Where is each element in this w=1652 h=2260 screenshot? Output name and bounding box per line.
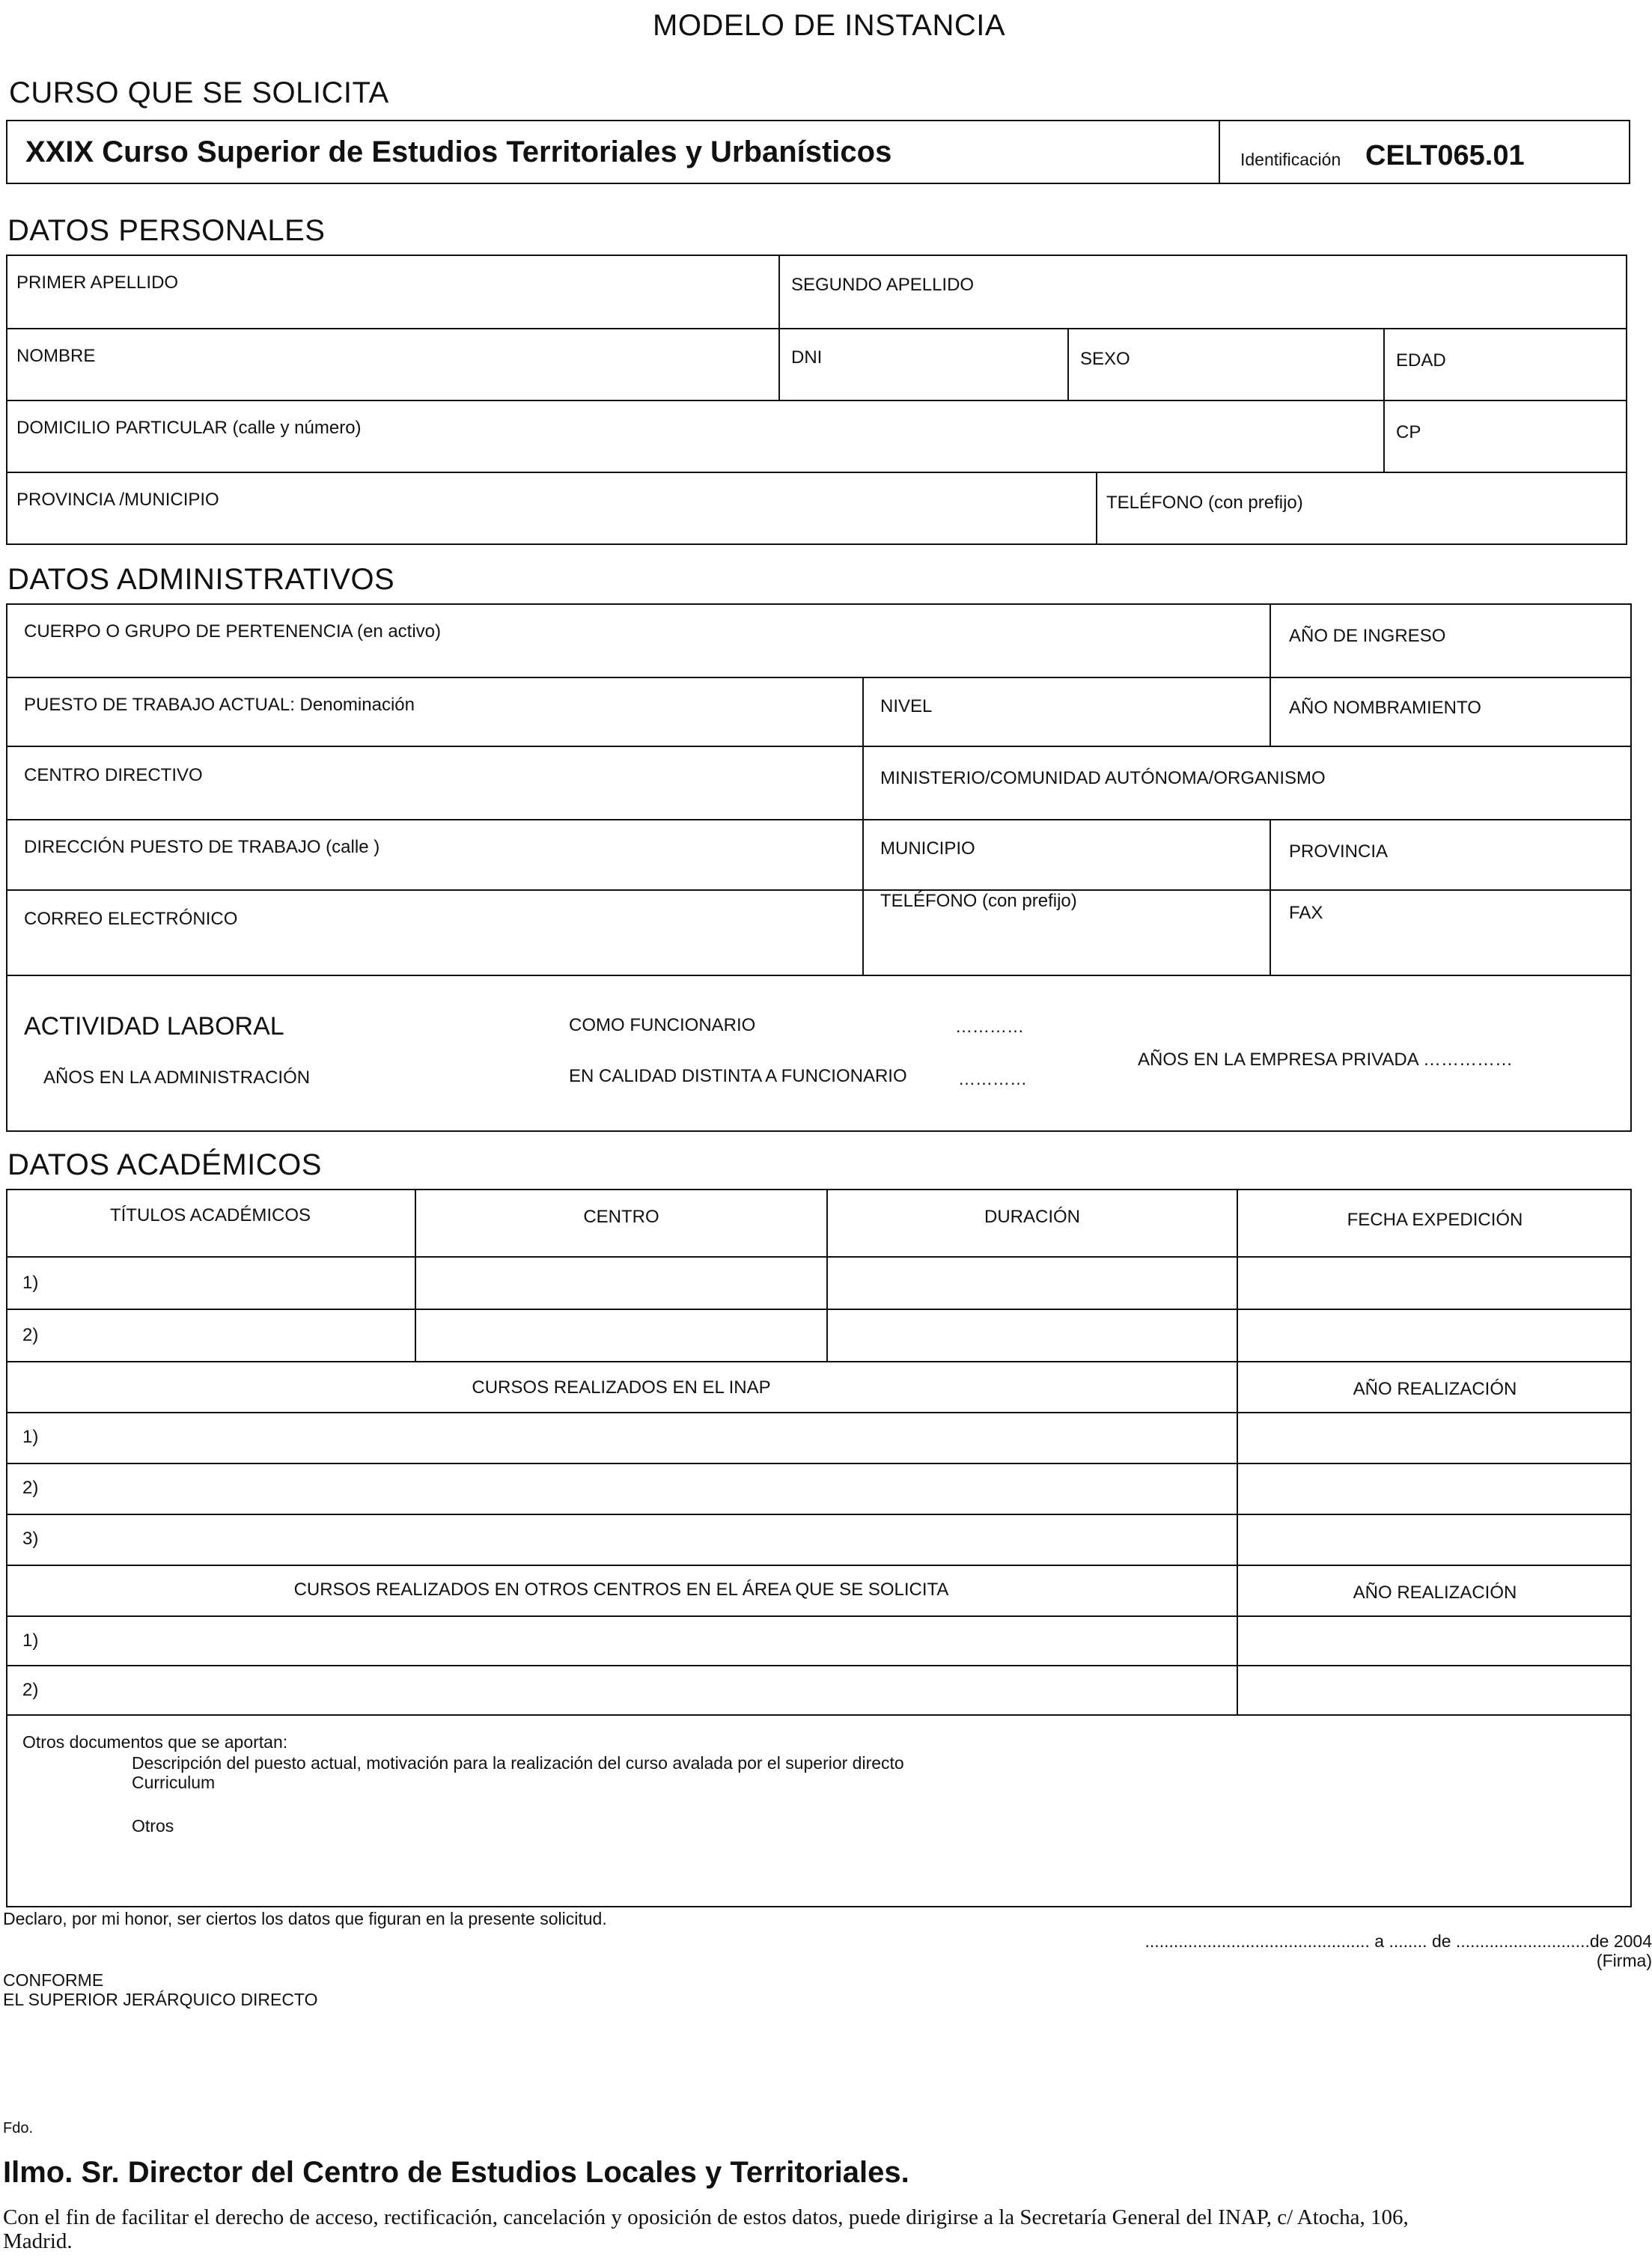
inap-row-3[interactable]: 3) (22, 1529, 39, 1549)
addressee: Ilmo. Sr. Director del Centro de Estudios Locales y Territoriales. (3, 2156, 909, 2189)
as-official-dots[interactable]: ………… (955, 1017, 1024, 1036)
other-year-heading: AÑO REALIZACIÓN (1353, 1583, 1517, 1603)
inap-courses-heading: CURSOS REALIZADOS EN EL INAP (472, 1377, 771, 1398)
col-duration: DURACIÓN (984, 1207, 1080, 1227)
field-email[interactable]: CORREO ELECTRÓNICO (24, 909, 238, 929)
privacy-line-1: Con el fin de facilitar el derecho de acceso, rectificación, cancelación y oposición de estos datos, puede dirigirse a la Secretaría General del INAP, c/ Atocha, 106, (3, 2205, 1409, 2229)
field-entry-year[interactable]: AÑO DE INGRESO (1289, 626, 1446, 646)
field-postal-code[interactable]: CP (1396, 422, 1421, 442)
other-row-1[interactable]: 1) (22, 1630, 39, 1651)
declaration-text: Declaro, por mi honor, ser ciertos los datos que figuran en la presente solicitud. (3, 1909, 607, 1928)
field-level[interactable]: NIVEL (880, 696, 933, 716)
superior-label: EL SUPERIOR JERÁRQUICO DIRECTO (3, 1990, 318, 2009)
other-capacity-dots[interactable]: ………… (958, 1069, 1027, 1088)
field-municipality[interactable]: MUNICIPIO (880, 838, 975, 859)
field-province-municipality[interactable]: PROVINCIA /MUNICIPIO (16, 490, 219, 510)
field-ministry[interactable]: MINISTERIO/COMUNIDAD AUTÓNOMA/ORGANISMO (880, 768, 1326, 788)
academic-table (6, 1189, 1632, 1716)
field-first-surname[interactable]: PRIMER APELLIDO (16, 272, 179, 293)
personal-heading: DATOS PERSONALES (7, 214, 326, 247)
inap-row-2[interactable]: 2) (22, 1478, 39, 1498)
field-work-phone[interactable]: TELÉFONO (con prefijo) (880, 891, 1077, 911)
signature-label: (Firma) (1596, 1951, 1652, 1970)
field-sex[interactable]: SEXO (1080, 349, 1130, 369)
field-appointment-year[interactable]: AÑO NOMBRAMIENTO (1289, 698, 1481, 718)
documents-label: Otros documentos que se aportan: (22, 1732, 288, 1752)
fdo-label: Fdo. (3, 2120, 34, 2136)
activity-heading: ACTIVIDAD LABORAL (24, 1012, 284, 1041)
document-item-description: Descripción del puesto actual, motivación para la realización del curso avalada por el superior directo (132, 1753, 904, 1773)
inap-year-heading: AÑO REALIZACIÓN (1353, 1379, 1517, 1399)
academic-heading: DATOS ACADÉMICOS (7, 1148, 322, 1181)
col-center: CENTRO (583, 1207, 659, 1227)
other-row-2[interactable]: 2) (22, 1680, 39, 1700)
privacy-line-2: Madrid. (3, 2229, 73, 2253)
degree-row-2[interactable]: 2) (22, 1325, 39, 1345)
other-courses-heading: CURSOS REALIZADOS EN OTROS CENTROS EN EL ÁREA QUE SE SOLICITA (293, 1580, 949, 1600)
field-phone[interactable]: TELÉFONO (con prefijo) (1106, 493, 1303, 513)
document-item-curriculum: Curriculum (132, 1773, 216, 1792)
private-years-label[interactable]: AÑOS EN LA EMPRESA PRIVADA …………… (1138, 1050, 1514, 1070)
degree-row-1[interactable]: 1) (22, 1273, 39, 1293)
as-official-label: COMO FUNCIONARIO (569, 1015, 756, 1035)
field-name[interactable]: NOMBRE (16, 346, 96, 366)
document-item-others: Otros (132, 1816, 174, 1836)
other-capacity-label: EN CALIDAD DISTINTA A FUNCIONARIO (569, 1066, 907, 1086)
field-address[interactable]: DOMICILIO PARTICULAR (calle y número) (16, 418, 362, 438)
field-work-address[interactable]: DIRECCIÓN PUESTO DE TRABAJO (calle ) (24, 837, 380, 857)
field-center[interactable]: CENTRO DIRECTIVO (24, 765, 203, 785)
field-corps[interactable]: CUERPO O GRUPO DE PERTENENCIA (en activo) (24, 621, 442, 642)
col-issue-date: FECHA EXPEDICIÓN (1347, 1210, 1523, 1230)
form-title: MODELO DE INSTANCIA (653, 9, 1006, 42)
course-id-value: CELT065.01 (1365, 140, 1525, 171)
field-dni[interactable]: DNI (791, 347, 823, 368)
conforme-label: CONFORME (3, 1970, 104, 1990)
years-admin-label: AÑOS EN LA ADMINISTRACIÓN (43, 1067, 311, 1088)
course-section-heading: CURSO QUE SE SOLICITA (9, 76, 389, 109)
inap-row-1[interactable]: 1) (22, 1427, 39, 1447)
col-degrees: TÍTULOS ACADÉMICOS (109, 1205, 311, 1225)
field-fax[interactable]: FAX (1289, 903, 1323, 923)
administrative-heading: DATOS ADMINISTRATIVOS (7, 563, 395, 596)
field-second-surname[interactable]: SEGUNDO APELLIDO (791, 275, 975, 295)
field-age[interactable]: EDAD (1396, 350, 1446, 371)
field-work-province[interactable]: PROVINCIA (1289, 841, 1389, 862)
signature-date-line[interactable]: ............................................... a ........ de ............................de 2004 (1144, 1931, 1652, 1951)
field-job[interactable]: PUESTO DE TRABAJO ACTUAL: Denominación (24, 695, 415, 715)
course-id-label: Identificación (1240, 150, 1341, 169)
course-name: XXIX Curso Superior de Estudios Territoriales y Urbanísticos (25, 135, 892, 168)
